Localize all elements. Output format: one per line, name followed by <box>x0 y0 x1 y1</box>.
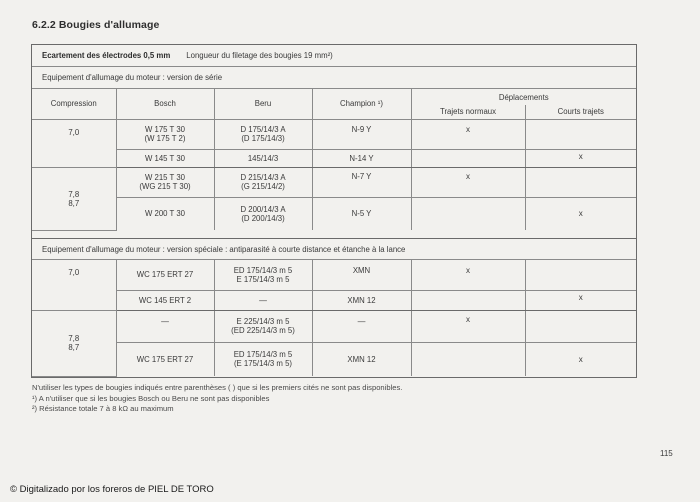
beru-alt-value: (D 175/14/3) <box>241 134 285 143</box>
short-trip-mark <box>525 119 636 149</box>
bosch-value: W 175 T 30 <box>144 125 186 134</box>
compression-value: 8,7 <box>68 198 80 208</box>
beru-cell <box>214 260 312 290</box>
bosch-cell: W 200 T 30 <box>116 197 214 230</box>
spark-plug-table-frame <box>31 44 637 378</box>
beru-value: E 225/14/3 m 5 <box>236 317 290 326</box>
bosch-alt-value: (W 175 T 2) <box>144 134 186 143</box>
bosch-cell <box>116 167 214 197</box>
spec-row <box>32 45 636 67</box>
header-bosch: Bosch <box>116 89 214 119</box>
short-trip-mark <box>525 167 636 197</box>
compression-value: 7,8 <box>68 334 80 343</box>
champion-cell: N-14 Y <box>312 149 411 167</box>
beru-alt-value: E 175/14/3 m 5 <box>236 274 290 284</box>
beru-value: D 175/14/3 A <box>240 125 286 134</box>
compression-value: 8,7 <box>68 343 80 352</box>
beru-cell <box>214 197 312 230</box>
compression-cell: 7,0 <box>32 260 116 310</box>
champion-cell: XMN 12 <box>312 290 411 310</box>
beru-cell <box>214 342 312 376</box>
normal-trip-mark <box>411 197 525 230</box>
bosch-cell: WC 175 ERT 27 <box>116 342 214 376</box>
beru-value: ED 175/14/3 m 5 <box>233 265 293 275</box>
standard-equipment-table <box>32 89 636 231</box>
champion-cell: — <box>312 310 411 342</box>
bosch-alt-value: (WG 215 T 30) <box>139 182 191 191</box>
footnotes <box>32 383 402 415</box>
beru-alt-value: (D 200/14/3) <box>241 213 285 223</box>
header-beru: Beru <box>214 89 312 119</box>
section2-title: Equipement d'allumage du moteur : version spéciale : antiparasité à courte distance et étanche à la lance <box>32 238 636 260</box>
champion-cell: N-5 Y <box>312 197 411 230</box>
beru-value: D 215/14/3 A <box>240 173 286 182</box>
champion-cell: XMN <box>312 260 411 290</box>
header-champion: Champion ¹) <box>312 89 411 119</box>
short-trip-mark <box>525 260 636 290</box>
compression-cell: 7,0 <box>32 119 116 167</box>
champion-cell: XMN 12 <box>312 342 411 376</box>
section-heading: 6.2.2 Bougies d'allumage <box>32 19 160 31</box>
special-equipment-table <box>32 260 636 377</box>
beru-cell <box>214 119 312 149</box>
normal-trip-mark <box>411 290 525 310</box>
bosch-cell: WC 145 ERT 2 <box>116 290 214 310</box>
beru-alt-value: (G 215/14/2) <box>241 182 285 191</box>
compression-cell <box>32 310 116 376</box>
normal-trip-mark: x <box>411 310 525 342</box>
beru-value: D 200/14/3 A <box>240 204 286 214</box>
beru-cell <box>214 167 312 197</box>
section1-title: Equipement d'allumage du moteur : version de série <box>32 67 636 89</box>
normal-trip-mark: x <box>411 167 525 197</box>
champion-cell: N-7 Y <box>312 167 411 197</box>
beru-value: ED 175/14/3 m 5 <box>233 350 293 360</box>
short-trip-mark: x <box>578 209 583 219</box>
footnote-2: ²) Résistance totale 7 à 8 kΩ au maximum <box>32 404 174 413</box>
bosch-cell: — <box>116 310 214 342</box>
normal-trip-mark: x <box>411 119 525 149</box>
footnote-1: ¹) A n'utiliser que si les bougies Bosch ou Beru ne sont pas disponibles <box>32 393 270 403</box>
compression-cell <box>32 167 116 230</box>
normal-trip-mark: x <box>411 260 525 290</box>
page-number: 115 <box>660 449 673 458</box>
bosch-cell: WC 175 ERT 27 <box>116 260 214 290</box>
beru-cell: — <box>214 290 312 310</box>
beru-alt-value: (ED 225/14/3 m 5) <box>231 326 295 335</box>
normal-trip-mark <box>411 342 525 376</box>
beru-cell: 145/14/3 <box>214 149 312 167</box>
credit-line: © Digitalizado por los foreros de PIEL DE TORO <box>10 484 214 495</box>
thread-length-text: Longueur du filetage des bougies 19 mm²) <box>186 51 333 60</box>
electrode-gap-text: Ecartement des électrodes 0,5 mm <box>42 51 171 60</box>
compression-value: 7,8 <box>68 189 80 199</box>
header-courts-trajets: Courts trajets <box>525 105 636 119</box>
beru-alt-value: (E 175/14/3 m 5) <box>233 359 293 369</box>
short-trip-mark <box>525 310 636 342</box>
bosch-value: W 215 T 30 <box>144 173 186 182</box>
normal-trip-mark <box>411 149 525 167</box>
header-trajets-normaux: Trajets normaux <box>411 105 525 119</box>
short-trip-mark: x <box>525 290 636 310</box>
footnote-parentheses: N'utiliser les types de bougies indiqués entre parenthèses ( ) que si les premiers cités ne sont pas disponibles. <box>32 383 403 392</box>
short-trip-mark: x <box>578 354 583 364</box>
bosch-cell: W 145 T 30 <box>116 149 214 167</box>
short-trip-mark: x <box>525 149 636 167</box>
bosch-cell <box>116 119 214 149</box>
beru-cell <box>214 310 312 342</box>
champion-cell: N-9 Y <box>312 119 411 149</box>
header-deplacements: Déplacements <box>498 92 549 102</box>
header-compression: Compression <box>32 89 116 119</box>
